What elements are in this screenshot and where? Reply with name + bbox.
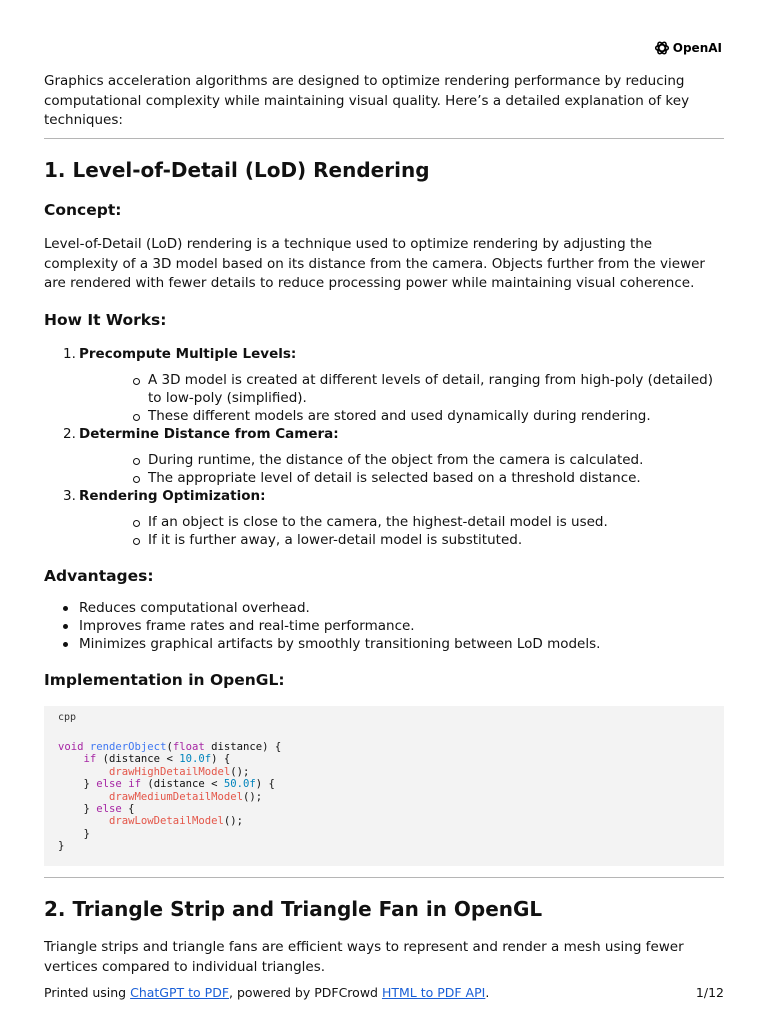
openai-logo [654,40,722,56]
code-content[interactable]: void renderObject(float distance) { if (distance < 10.0f) { drawHighDetailModel(); } else if (distance < 50.0f) { drawMediumDetailModel(); } else { drawLowDetailModel(); } } [58,741,282,853]
advantage-item: Improves frame rates and real-time performance. [44,617,724,635]
sub-item: A 3D model is created at different levels of detail, ranging from high-poly (detailed) to low-poly (simplified). [79,371,724,407]
sub-list [79,513,724,549]
code-block[interactable] [44,706,724,866]
steps-list [44,345,724,549]
concept-paragraph: Level-of-Detail (LoD) rendering is a technique used to optimize rendering by adjusting the complexity of a 3D model based on its distance from the camera. Objects further from the viewer are rendered with fewer details to reduce processing power while maintaining visual coherence. [44,236,705,291]
divider [44,138,724,139]
advantage-item: Reduces computational overhead. [44,599,724,617]
sub-item: The appropriate level of detail is selected based on a threshold distance. [79,469,724,487]
section2-paragraph: Triangle strips and triangle fans are efficient ways to represent and render a mesh using fewer vertices compared to individual triangles. [44,939,684,975]
advantage-item: Minimizes graphical artifacts by smoothly transitioning between LoD models. [44,635,724,653]
section2-title: 2. Triangle Strip and Triangle Fan in OpenGL [44,897,543,921]
sub-list [79,371,724,425]
concept-heading: Concept: [44,201,122,219]
advantages-list [44,599,724,653]
implementation-heading: Implementation in OpenGL: [44,671,285,689]
how-it-works-heading: How It Works: [44,311,167,329]
chatgpt-to-pdf-link[interactable]: ChatGPT to PDF [130,985,230,1000]
divider [44,877,724,878]
advantages-heading: Advantages: [44,567,154,585]
brand-name: OpenAI [672,41,722,55]
step-item: 1. Precompute Multiple Levels: A 3D model is created at different levels of detail, ranging from high-poly (detailed) to low-poly (simplified). These different models are stored and used dynamically during rendering. [44,345,724,425]
intro-paragraph: Graphics acceleration algorithms are designed to optimize rendering performance by reducing computational complexity while maintaining visual quality. Here’s a detailed explanation of key techniques: [44,73,690,128]
sub-item: If an object is close to the camera, the highest-detail model is used. [79,513,724,531]
sub-item: During runtime, the distance of the object from the camera is calculated. [79,451,724,469]
step-item: 2. Determine Distance from Camera: During runtime, the distance of the object from the camera is calculated. The appropriate level of detail is selected based on a threshold distance. [44,425,724,487]
section1-title: 1. Level-of-Detail (LoD) Rendering [44,158,430,182]
step-item: 3. Rendering Optimization: If an object is close to the camera, the highest-detail model is used. If it is further away, a lower-detail model is substituted. [44,487,724,549]
page-number: 1/12 [695,985,724,1000]
sub-item: These different models are stored and used dynamically during rendering. [79,407,724,425]
html-to-pdf-api-link[interactable]: HTML to PDF API [381,985,486,1000]
code-language: cpp [58,712,77,723]
sub-list [79,451,724,487]
openai-icon [654,40,670,56]
footer: Printed using ChatGPT to PDF, powered by PDFCrowd HTML to PDF API. 1/12 [44,985,724,1000]
sub-item: If it is further away, a lower-detail model is substituted. [79,531,724,549]
